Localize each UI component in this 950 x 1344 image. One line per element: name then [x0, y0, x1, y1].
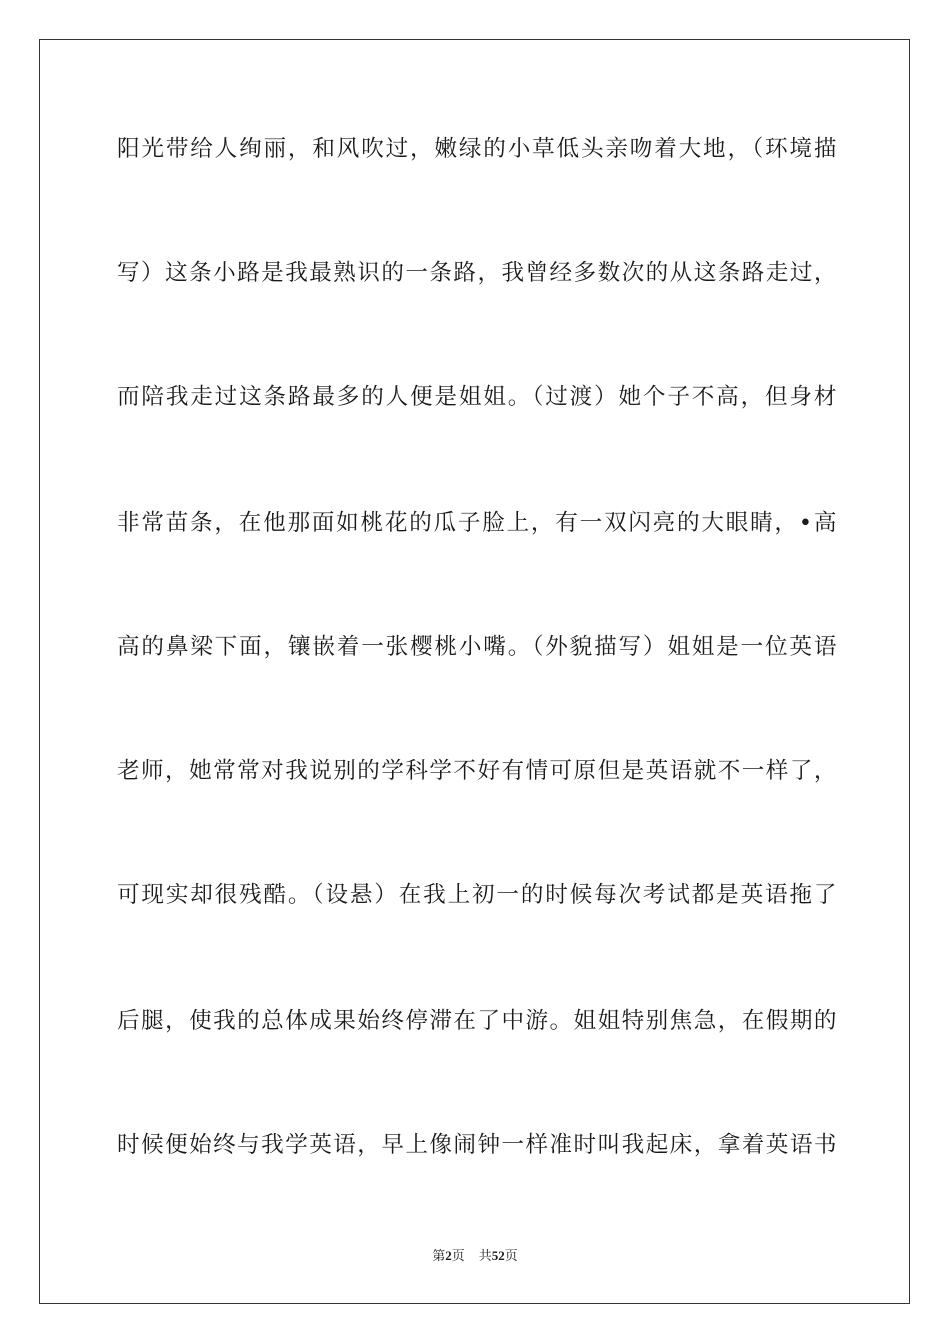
text-line: 而陪我走过这条路最多的人便是姐姐。（过渡）她个子不高，但身材 — [117, 384, 837, 410]
page-number: 2 — [445, 1248, 452, 1263]
text-line: 可现实却很残酷。（设悬）在我上初一的时候每次考试都是英语拖了 — [117, 882, 837, 908]
total-prefix: 共 — [478, 1249, 492, 1264]
text-line: 老师，她常常对我说别的学科学不好有情可原但是英语就不一样了， — [117, 758, 837, 784]
text-line: 高的鼻梁下面，镶嵌着一张樱桃小嘴。（外貌描写）姐姐是一位英语 — [117, 634, 837, 660]
page-prefix: 第 — [432, 1249, 446, 1264]
text-line: 时候便始终与我学英语，早上像闹钟一样准时叫我起床，拿着英语书 — [117, 1132, 837, 1158]
text-line: 写）这条小路是我最熟识的一条路，我曾经多数次的从这条路走过， — [117, 260, 837, 286]
page-border — [39, 39, 910, 1304]
total-pages: 52 — [491, 1248, 505, 1263]
page-suffix: 页 — [451, 1249, 465, 1264]
total-suffix: 页 — [504, 1249, 518, 1264]
page-footer — [0, 1247, 950, 1266]
text-line: 非常苗条，在他那面如桃花的瓜子脸上，有一双闪亮的大眼睛，•高 — [117, 510, 837, 536]
text-line: 后腿，使我的总体成果始终停滞在了中游。姐姐特别焦急，在假期的 — [117, 1008, 837, 1034]
text-line: 阳光带给人绚丽，和风吹过，嫩绿的小草低头亲吻着大地，（环境描 — [117, 136, 837, 162]
